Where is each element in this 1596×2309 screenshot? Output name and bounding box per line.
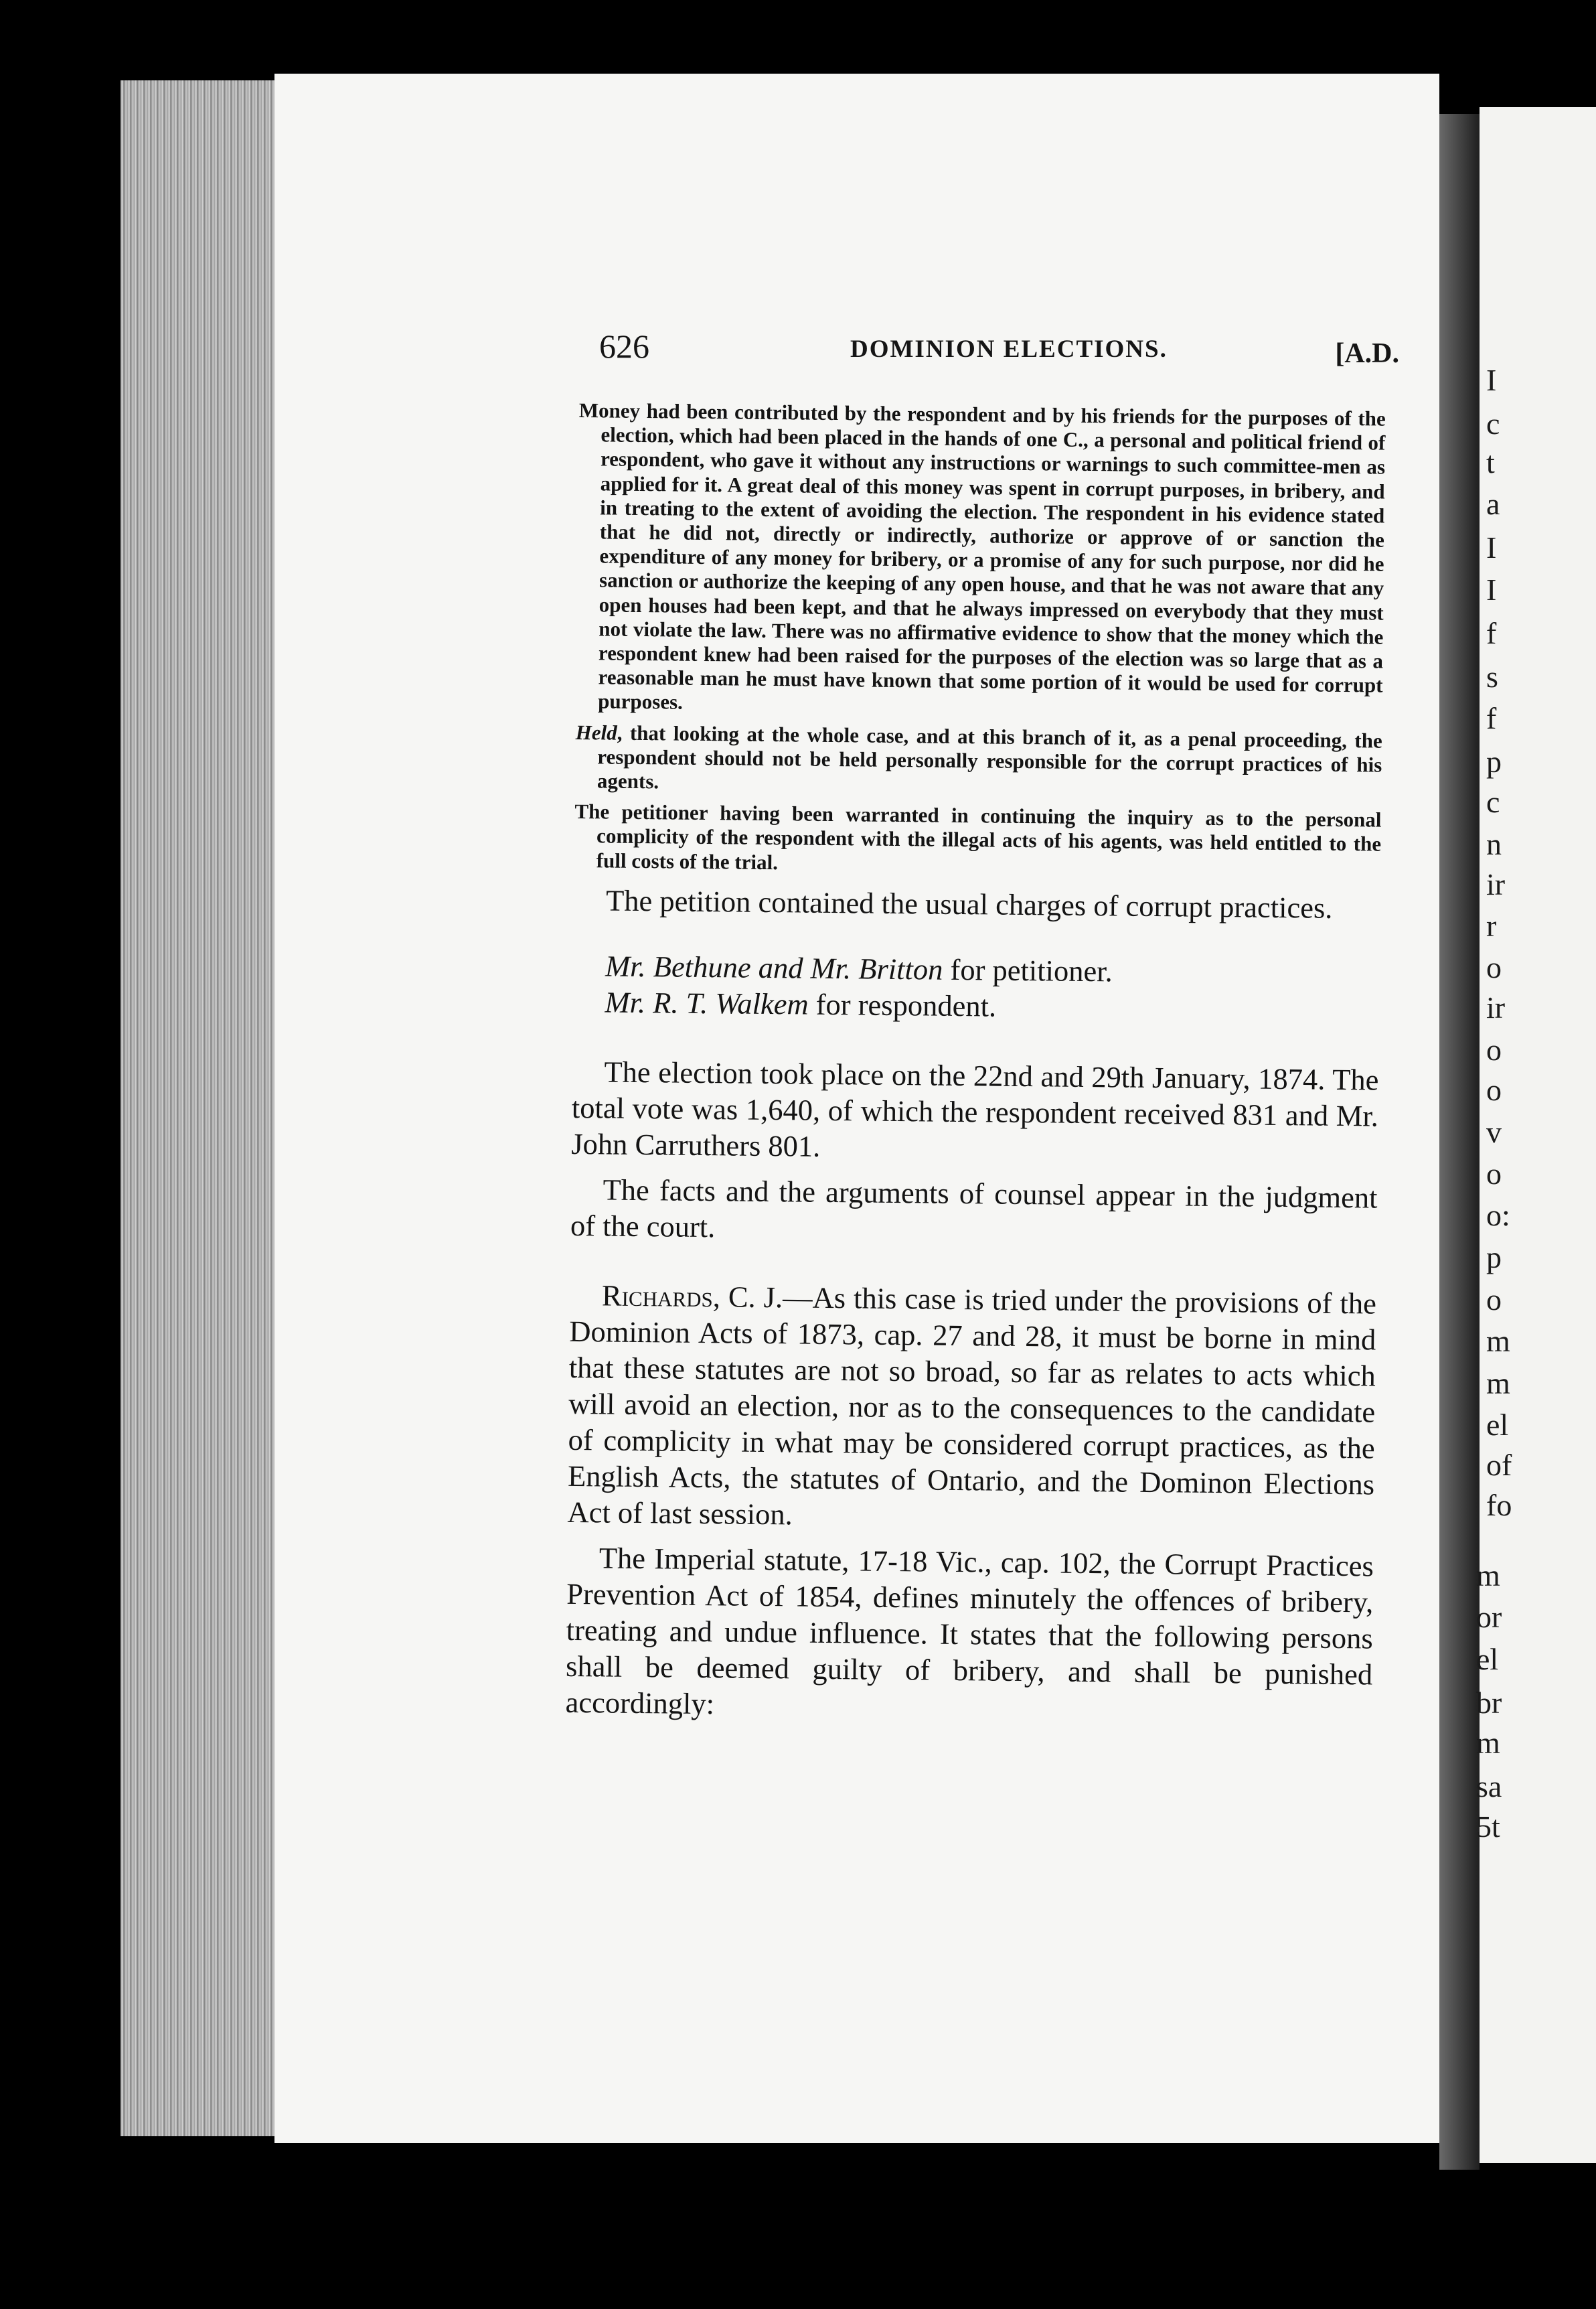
facts-paragraph: The facts and the arguments of counsel appear in the judgment of the court. bbox=[570, 1173, 1378, 1244]
next-page-line-fragment: p bbox=[1486, 745, 1502, 779]
next-page-line-fragment: o: bbox=[1486, 1198, 1510, 1232]
next-page-line-fragment: o bbox=[1486, 1033, 1502, 1067]
next-page-line-fragment: t bbox=[1486, 445, 1495, 479]
headnote-held bbox=[575, 721, 1382, 802]
next-page-line-fragment: ir bbox=[1486, 867, 1506, 901]
running-title: DOMINION ELECTIONS. bbox=[850, 336, 1168, 363]
page-number: 626 bbox=[599, 327, 649, 365]
next-page-line-fragment: a bbox=[1486, 487, 1500, 521]
running-head bbox=[599, 327, 1399, 374]
counsel-petitioner-role: for petitioner. bbox=[943, 952, 1113, 988]
next-page-line-fragment: m bbox=[1486, 1324, 1510, 1358]
next-page-line-fragment: o bbox=[1486, 1282, 1502, 1317]
petition-paragraph: The petition contained the usual charges of corrupt practices. bbox=[605, 883, 1333, 925]
next-page-line-fragment: or bbox=[1476, 1600, 1502, 1634]
next-page-line-fragment: r bbox=[1486, 909, 1497, 943]
judgment-paragraph bbox=[567, 1277, 1376, 1539]
election-paragraph: The election took place on the 22nd and 29th January, 1874. The total vote was 1,640, of which the respondent received 831 and Mr. John Carruthers 801. bbox=[571, 1055, 1379, 1163]
imperial-statute-paragraph: The Imperial statute, 17-18 Vic., cap. 102, the Corrupt Practices Prevention Act of 1854, defines minutely the offences of bribery, treating and undue influence. It states that the following persons shall be deemed guilty of bribery, and shall be punished accordingly: bbox=[565, 1541, 1374, 1721]
next-page-line-fragment: f bbox=[1486, 701, 1497, 735]
next-page-line-fragment: m bbox=[1486, 1366, 1510, 1400]
next-page-line-fragment: ir bbox=[1486, 990, 1506, 1025]
next-page-line-fragment: of bbox=[1486, 1448, 1512, 1482]
next-page-line-fragment: o bbox=[1486, 950, 1502, 984]
next-page-line-fragment: I bbox=[1486, 573, 1497, 607]
next-page-line-fragment: sa bbox=[1476, 1769, 1502, 1803]
headnote-costs: The petitioner having been warranted in continuing the inquiry as to the personal complicity of the respondent with the illegal acts of his agents, was held entitled to the full costs of the trial. bbox=[574, 800, 1382, 874]
headnote-facts: Money had been contributed by the respondent and by his friends for the purposes of the election, which had been placed in the hands of one C., a personal and political friend of respondent, who gave it without any instructions or warnings to such committee-men as applied for it. A great deal of this money was spent in corrupt purposes, in bribery, and in treating to the extent of avoiding the election. The respondent in his evidence stated that he did not, directly or indirectly, authorize or approve of or sanction the expenditure of any money for bribery, or a promise of any for such purpose, nor did he sanction or authorize the keeping of any open house, and that he was not aware that any open houses had been kept, and that he always impressed on everybody that they must not violate the law. There was no affirmative evidence to show that the money which the respondent knew had been raised for the purposes of the election was so large that as a reasonable man he must have known that some portion of it would be used for corrupt purposes. bbox=[578, 398, 1386, 715]
counsel-petitioner-names: Mr. Bethune and Mr. Britton bbox=[605, 949, 943, 986]
next-page-line-fragment: o bbox=[1486, 1073, 1502, 1107]
counsel-respondent-role: for respondent. bbox=[808, 987, 997, 1023]
next-page-line-fragment: c bbox=[1486, 406, 1500, 441]
judge-name: Richards, C. J. bbox=[601, 1278, 783, 1315]
next-page-line-fragment: br bbox=[1476, 1686, 1502, 1720]
counsel-respondent-names: Mr. R. T. Walkem bbox=[605, 985, 809, 1021]
next-page-line-fragment: I bbox=[1486, 363, 1497, 397]
next-page-line-fragment: p bbox=[1486, 1240, 1502, 1274]
next-page-line-fragment: s bbox=[1486, 660, 1498, 694]
judgment-text: —As this case is tried under the provisions of the Dominion Acts of 1873, cap. 27 and 28, it must be borne in mind that these statutes are not so broad, so far as relates to acts which will avoid an election, nor as to the consequences to the candidate of complicity in what may be considered corrupt practices, as the English Acts, the statutes of Ontario, and the Dominon Elections Act of last session. bbox=[567, 1280, 1377, 1532]
held-text: , that looking at the whole case, and at this branch of it, as a penal proceeding, the respondent should not be held personally responsible for the corrupt practices of his agents. bbox=[596, 721, 1382, 794]
next-page-line-fragment: fo bbox=[1486, 1488, 1512, 1522]
next-page-line-fragment: el bbox=[1486, 1408, 1509, 1442]
next-page-line-fragment: el bbox=[1476, 1642, 1499, 1676]
next-page-line-fragment: m bbox=[1476, 1726, 1500, 1760]
running-date-mark: [A.D. bbox=[1335, 338, 1399, 369]
next-page-line-fragment: 5t bbox=[1476, 1809, 1500, 1844]
next-page-fragment bbox=[1476, 107, 1596, 2163]
next-page-line-fragment: I bbox=[1486, 530, 1497, 565]
next-page-line-fragment: m bbox=[1476, 1558, 1500, 1592]
page-content bbox=[565, 398, 1386, 1728]
page-edge-stack bbox=[121, 80, 274, 2136]
next-page-line-fragment: v bbox=[1486, 1115, 1502, 1149]
next-page-line-fragment: c bbox=[1486, 785, 1500, 819]
gutter-shadow bbox=[1439, 114, 1480, 2170]
next-page-line-fragment: o bbox=[1486, 1157, 1502, 1191]
next-page-line-fragment: n bbox=[1486, 827, 1502, 861]
held-label: Held bbox=[575, 720, 617, 745]
next-page-line-fragment: f bbox=[1486, 616, 1497, 650]
